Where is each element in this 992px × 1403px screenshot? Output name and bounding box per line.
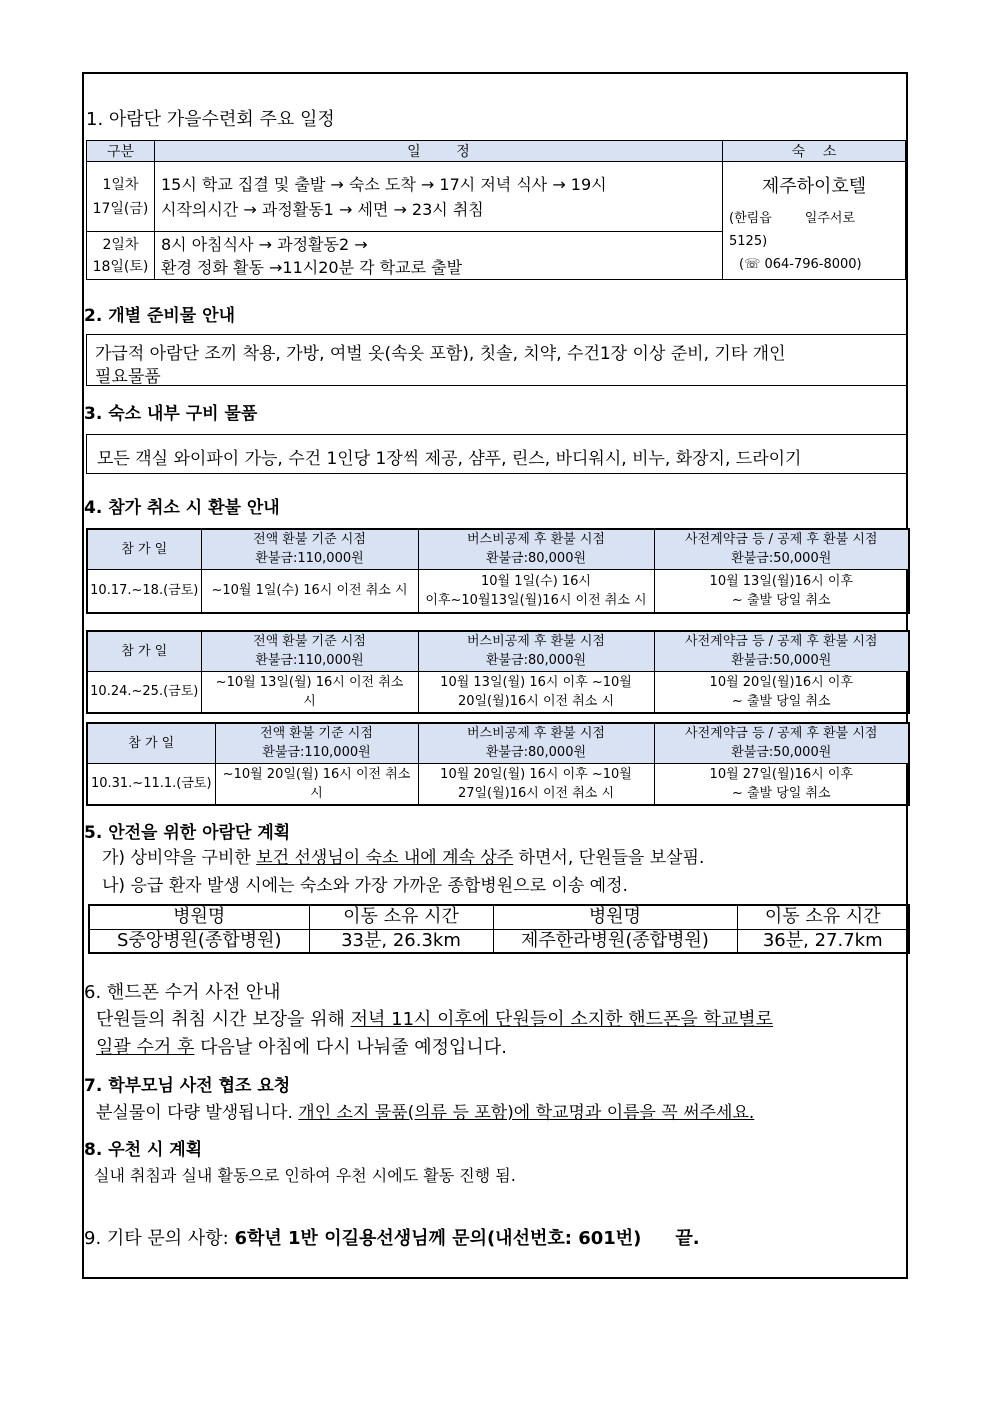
rain-plan-text: 실내 취침과 실내 활동으로 인하여 우천 시에도 활동 진행 됨. [94, 1166, 516, 1185]
refund-row-full: ~10월 20일(월) 16시 이전 취소 시 [215, 763, 418, 805]
refund-head-deposit: 사전계약금 등 / 공제 후 환불 시점 환불금:50,000원 [654, 723, 909, 763]
safety-item-a: 가) 상비약을 구비한 보건 선생님이 숙소 내에 계속 상주 하면서, 단원들을 보살핌. [102, 848, 705, 868]
amenities-text: 모든 객실 와이파이 가능, 수건 1인당 1장씩 제공, 샴푸, 린스, 바디워시, 비누, 화장지, 드라이기 [97, 449, 802, 469]
refund-row-deposit: 10월 27일(월)16시 이후 ~ 출발 당일 취소 [654, 763, 909, 805]
phone-collection-line-2: 일괄 수거 후 다음날 아침에 다시 나눠줄 예정입니다. [96, 1037, 507, 1058]
day2-label: 2일차 18일(토) [87, 232, 155, 280]
schedule-header-lodging: 숙 소 [723, 141, 906, 162]
refund-row-date: 10.17.~18.(금토) [87, 569, 201, 613]
amenities-box [86, 434, 908, 474]
refund-head-date: 참 가 일 [87, 723, 215, 763]
hospital-time-1: 33분, 26.3km [309, 929, 493, 953]
refund-row-bus: 10월 20일(월) 16시 이후 ~10월 27일(월)16시 이전 취소 시 [418, 763, 654, 805]
day2-itinerary: 8시 아침식사 → 과정활동2 → 환경 정화 활동 →11시20분 각 학교로 출발 [155, 232, 723, 280]
hospital-name-2: 제주한라병원(종합병원) [493, 929, 737, 953]
hospital-head-time-2: 이동 소유 시간 [737, 905, 909, 929]
section-9-contact: 9. 기타 문의 사항: 6학년 1반 이길용선생님께 문의(내선번호: 601번) 끝. [84, 1228, 700, 1249]
refund-table-2 [86, 630, 910, 714]
lodging-address-2: 5125) [729, 234, 768, 249]
supplies-line-2: 필요물품 [95, 367, 161, 387]
section-7-title: 7. 학부모님 사전 협조 요청 [84, 1076, 291, 1096]
lodging-name: 제주하이호텔 [761, 176, 867, 197]
refund-head-bus: 버스비공제 후 환불 시점 환불금:80,000원 [418, 723, 654, 763]
refund-table-1 [86, 528, 910, 614]
lodging-cell [723, 162, 906, 280]
refund-row-date: 10.24.~25.(금토) [87, 671, 201, 713]
refund-head-full: 전액 환불 기준 시점 환불금:110,000원 [201, 529, 418, 569]
refund-head-date: 참 가 일 [87, 529, 201, 569]
section-8-title: 8. 우천 시 계획 [84, 1140, 203, 1160]
parent-request-text: 분실물이 다량 발생됩니다. 개인 소지 물품(의류 등 포함)에 학교명과 이름을 꼭 써주세요. [96, 1103, 755, 1123]
refund-head-full: 전액 환불 기준 시점 환불금:110,000원 [201, 631, 418, 671]
supplies-box [86, 334, 908, 386]
refund-row-full: ~10월 1일(수) 16시 이전 취소 시 [201, 569, 418, 613]
lodging-phone: (☏ 064-796-8000) [739, 257, 862, 272]
section-3-title: 3. 숙소 내부 구비 물품 [84, 404, 258, 424]
supplies-line-1: 가급적 아람단 조끼 착용, 가방, 여벌 옷(속옷 포함), 칫솔, 치약, 수건1장 이상 준비, 기타 개인 [95, 344, 786, 364]
refund-row-date: 10.31.~11.1.(금토) [87, 763, 215, 805]
hospital-head-name-2: 병원명 [493, 905, 737, 929]
schedule-header-itinerary: 일 정 [155, 141, 723, 162]
lodging-address-1: (한림읍 일주서로 [729, 211, 856, 226]
refund-row-full: ~10월 13일(월) 16시 이전 취소 시 [201, 671, 418, 713]
refund-head-full: 전액 환불 기준 시점 환불금:110,000원 [215, 723, 418, 763]
schedule-table [86, 140, 906, 280]
refund-row-deposit: 10월 20일(월)16시 이후 ~ 출발 당일 취소 [654, 671, 909, 713]
section-6-title: 6. 핸드폰 수거 사전 안내 [84, 982, 281, 1003]
section-4-title: 4. 참가 취소 시 환불 안내 [84, 498, 280, 518]
refund-row-bus: 10월 1일(수) 16시 이후~10월13일(월)16시 이전 취소 시 [418, 569, 654, 613]
refund-table-3 [86, 722, 910, 806]
hospital-table [88, 904, 910, 954]
safety-item-b: 나) 응급 환자 발생 시에는 숙소와 가장 가까운 종합병원으로 이송 예정. [102, 876, 628, 896]
refund-row-deposit: 10월 13일(월)16시 이후 ~ 출발 당일 취소 [654, 569, 909, 613]
day1-label: 1일차 17일(금) [87, 162, 155, 232]
section-2-title: 2. 개별 준비물 안내 [84, 306, 235, 326]
hospital-name-1: S중앙병원(종합병원) [89, 929, 309, 953]
refund-head-bus: 버스비공제 후 환불 시점 환불금:80,000원 [418, 631, 654, 671]
hospital-head-time-1: 이동 소유 시간 [309, 905, 493, 929]
refund-head-date: 참 가 일 [87, 631, 201, 671]
schedule-header-division: 구분 [87, 141, 155, 162]
phone-collection-line-1: 단원들의 취침 시간 보장을 위해 저녁 11시 이후에 단원들이 소지한 핸드폰을 학교별로 [96, 1009, 774, 1030]
refund-head-deposit: 사전계약금 등 / 공제 후 환불 시점 환불금:50,000원 [654, 529, 909, 569]
section-1-title: 1. 아람단 가을수련회 주요 일정 [86, 109, 335, 130]
refund-row-bus: 10월 13일(월) 16시 이후 ~10월 20일(월)16시 이전 취소 시 [418, 671, 654, 713]
refund-head-bus: 버스비공제 후 환불 시점 환불금:80,000원 [418, 529, 654, 569]
hospital-time-2: 36분, 27.7km [737, 929, 909, 953]
refund-head-deposit: 사전계약금 등 / 공제 후 환불 시점 환불금:50,000원 [654, 631, 909, 671]
hospital-head-name-1: 병원명 [89, 905, 309, 929]
day1-itinerary: 15시 학교 집결 및 출발 → 숙소 도착 → 17시 저녁 식사 → 19시 시작의시간 → 과정활동1 → 세면 → 23시 취침 [155, 162, 723, 232]
section-5-title: 5. 안전을 위한 아람단 계획 [84, 823, 291, 843]
